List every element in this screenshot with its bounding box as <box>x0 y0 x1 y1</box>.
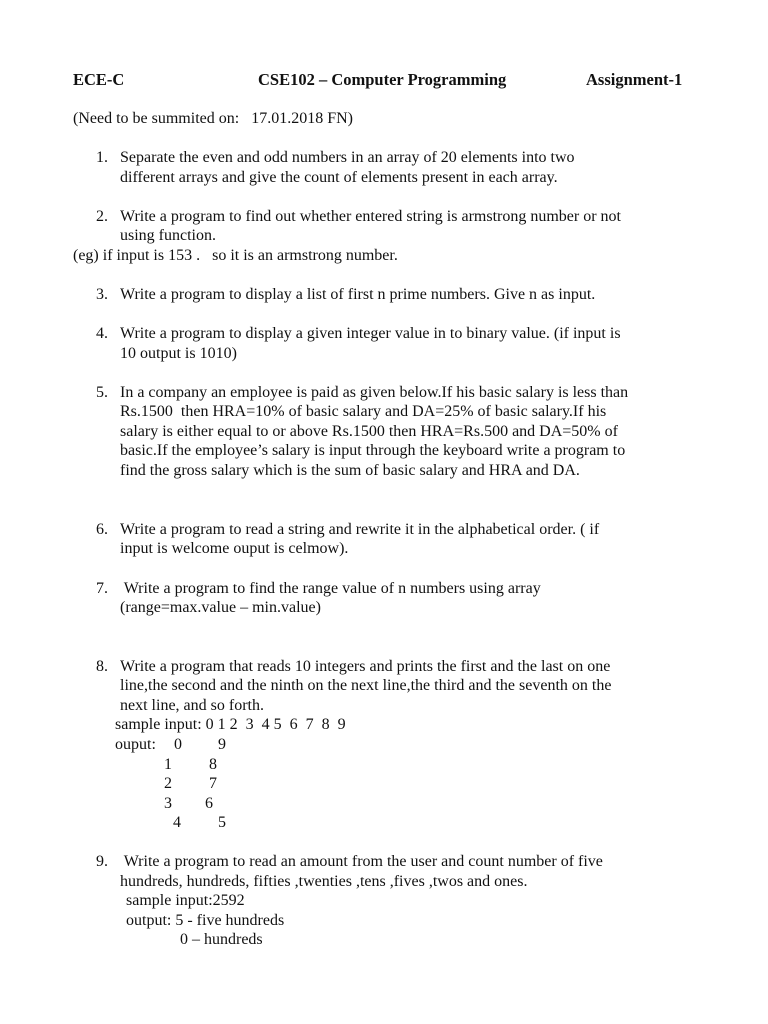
question-line: input is welcome ouput is celmow). <box>120 540 349 557</box>
output-value: 5 <box>218 814 226 831</box>
question-line: 10 output is 1010) <box>120 345 237 362</box>
question-line: line,the second and the ninth on the next line,the third and the seventh on the <box>120 677 612 694</box>
output-value: 1 <box>164 756 172 773</box>
question-number: 9. <box>96 853 108 870</box>
question-number: 5. <box>96 384 108 401</box>
question-line: Write a program that reads 10 integers and prints the first and the last on one <box>120 658 611 675</box>
question-line: Write a program to find out whether entered string is armstrong number or not <box>120 208 621 225</box>
question-example: (eg) if input is 153 . so it is an armstrong number. <box>73 247 398 264</box>
question-line: using function. <box>120 227 216 244</box>
question-line: Write a program to read a string and rewrite it in the alphabetical order. ( if <box>120 521 600 538</box>
question-line: Separate the even and odd numbers in an array of 20 elements into two <box>120 149 575 166</box>
course-section: ECE-C <box>73 70 125 89</box>
question-number: 6. <box>96 521 108 538</box>
question-line: Rs.1500 then HRA=10% of basic salary and DA=25% of basic salary.If his <box>120 403 607 420</box>
question-number: 4. <box>96 325 108 342</box>
output-value: 8 <box>209 756 217 773</box>
question-line: In a company an employee is paid as given below.If his basic salary is less than <box>120 384 629 401</box>
question-number: 3. <box>96 286 108 303</box>
question-line: (range=max.value – min.value) <box>120 599 321 616</box>
question-number: 1. <box>96 149 108 166</box>
question-number: 8. <box>96 658 108 675</box>
question-number: 7. <box>96 580 108 597</box>
output-value: 3 <box>164 795 172 812</box>
sample-input: sample input: 0 1 2 3 4 5 6 7 8 9 <box>115 716 346 733</box>
output-value: 4 <box>173 814 181 831</box>
sample-input: sample input:2592 <box>126 892 245 909</box>
output-value: 2 <box>164 775 172 792</box>
question-line: Write a program to display a given integer value in to binary value. (if input is <box>120 325 621 342</box>
question-line: find the gross salary which is the sum of basic salary and HRA and DA. <box>120 462 580 479</box>
question-number: 2. <box>96 208 108 225</box>
course-title: CSE102 – Computer Programming <box>258 70 507 89</box>
submission-note: (Need to be summited on: 17.01.2018 FN) <box>73 110 353 127</box>
output-value: 0 <box>174 736 182 753</box>
output-line: 0 – hundreds <box>180 931 263 948</box>
question-line: basic.If the employee’s salary is input through the keyboard write a program to <box>120 442 626 459</box>
output-value: 7 <box>209 775 217 792</box>
question-line: salary is either equal to or above Rs.1500 then HRA=Rs.500 and DA=50% of <box>120 423 618 440</box>
question-line: Write a program to find the range value of n numbers using array <box>120 580 541 597</box>
output-value: 9 <box>218 736 226 753</box>
question-line: hundreds, hundreds, fifties ,twenties ,tens ,fives ,twos and ones. <box>120 873 528 890</box>
output-value: 6 <box>205 795 213 812</box>
question-line: Write a program to read an amount from the user and count number of five <box>120 853 603 870</box>
question-line: next line, and so forth. <box>120 697 264 714</box>
question-line: Write a program to display a list of first n prime numbers. Give n as input. <box>120 286 596 303</box>
assignment-title: Assignment-1 <box>586 70 683 89</box>
output-line: output: 5 - five hundreds <box>126 912 285 929</box>
question-line: different arrays and give the count of elements present in each array. <box>120 169 558 186</box>
output-label: ouput: <box>115 736 156 753</box>
